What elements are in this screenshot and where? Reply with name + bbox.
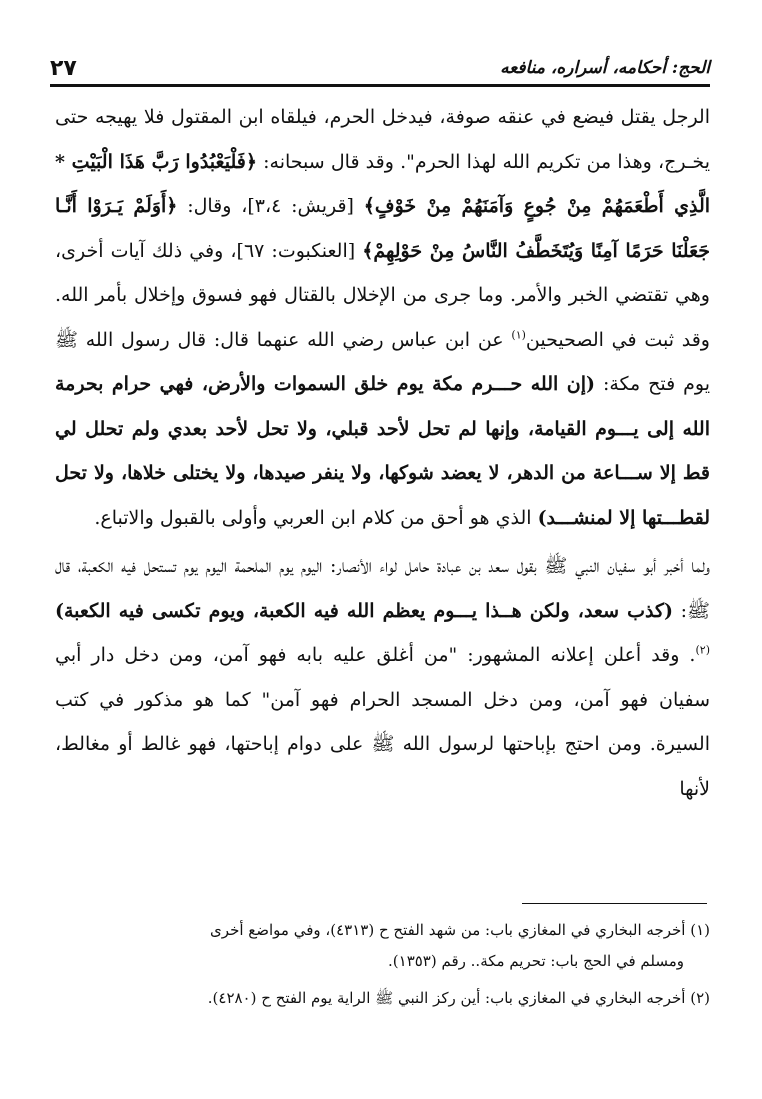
- footnote-2: (٢) أخرجه البخاري في المغازي باب: أين ركز النبي ﷺ الراية يوم الفتح ح (٤٢٨٠).: [207, 989, 710, 1007]
- text-span: [قريش: ٣،٤]، وقال:: [177, 195, 354, 217]
- text-span: . وقد أعلن إعلانه المشهور: "من أغلق عليه بابه فهو آمن، ومن دخل دار أبي سفيان فهو آمن، ومن دخل المسجد الحرام فهو آمن" كما هو مذكور في كتب السيرة. ومن احتج بإباحتها لرسول الله ﷺ على دوام إباحتها، فهو غالط أو مغالط، لأنها: [55, 644, 710, 800]
- footnote-1-continued: ومسلم في الحج باب: تحريم مكة.. رقم (١٣٥٣).: [388, 952, 684, 970]
- text-span: ولما أخبر أبو سفيان النبي ﷺ بقول سعد بن عبادة حامل لواء الأنصار: اليوم يوم الملحمة اليوم يوم تستحل فيه الكعبة، قال ﷺ:: [55, 555, 710, 622]
- footnote-ref-2[interactable]: (٢): [695, 643, 710, 657]
- quran-verse-ankabut: ﴿أَوَلَمْ يَـرَوْا أَنَّـا جَعَلْنَا حَرَمًا آمِنًا وَيُتَخَطَّفُ النَّاسُ مِنْ حَوْلِهِمْ﴾: [55, 195, 710, 262]
- header-title: الحج: أحكامه، أسراره، منافعه: [500, 58, 710, 78]
- footnotes: [55, 915, 710, 1014]
- footnote-separator: [522, 903, 707, 904]
- footnote-ref-1[interactable]: (١): [511, 328, 526, 342]
- hadith-quote-2: (كذب سعد، ولكن هــذا يـــوم يعظم الله فيه الكعبة، ويوم تكسى فيه الكعبة): [55, 599, 674, 622]
- paragraph-1: [55, 95, 710, 540]
- main-text: [55, 95, 710, 811]
- running-header: [50, 52, 710, 87]
- page-number: ٢٧: [50, 55, 77, 81]
- paragraph-2: [55, 544, 710, 811]
- footnote-1: (١) أخرجه البخاري في المغازي باب: من شهد الفتح ح (٤٣١٣)، وفي مواضع أخرى: [210, 921, 710, 939]
- text-span: الذي هو أحق من كلام ابن العربي وأولى بالقبول والاتباع.: [94, 506, 532, 529]
- hadith-quote-1: (إن الله حـــرم مكة يوم خلق السموات والأرض، فهي حرام بحرمة الله إلى يـــوم القيامة، وإنها لم تحل لأحد قبلي، ولا تحل لأحد بعدي ولم تحلل لي قط إلا ســـاعة من الدهر، لا يعضد شوكها، ولا ينفر صيدها، ولا يختلى خلاها، ولا تحل لقطـــتها إلا لمنشـــد): [55, 373, 710, 529]
- text-span: [العنكبوت: ٦٧]، وفي ذلك آيات أخرى، وهي تقتضي الخبر والأمر. وما جرى من الإخلال بالقتال فهو فسوق وإخلال بأمر الله. وقد ثبت في الصحيحين: [55, 239, 710, 351]
- text-span: عن ابن عباس رضي الله عنهما قال: قال رسول الله ﷺ يوم فتح مكة:: [55, 328, 711, 395]
- quran-verse-quraysh: ﴿فَلْيَعْبُدُوا رَبَّ هَذَا الْبَيْتِ * الَّذِي أَطْعَمَهُمْ مِنْ جُوعٍ وَآمَنَهُمْ مِنْ خَوْفٍ﴾: [55, 150, 711, 217]
- text-span: الرجل يقتل فيضع في عنقه صوفة، فيدخل الحرم، فيلقاه ابن المقتول فلا يهيجه حتى يخـرج، وهذا من تكريم الله لهذا الحرم". وقد قال سبحانه:: [55, 106, 710, 173]
